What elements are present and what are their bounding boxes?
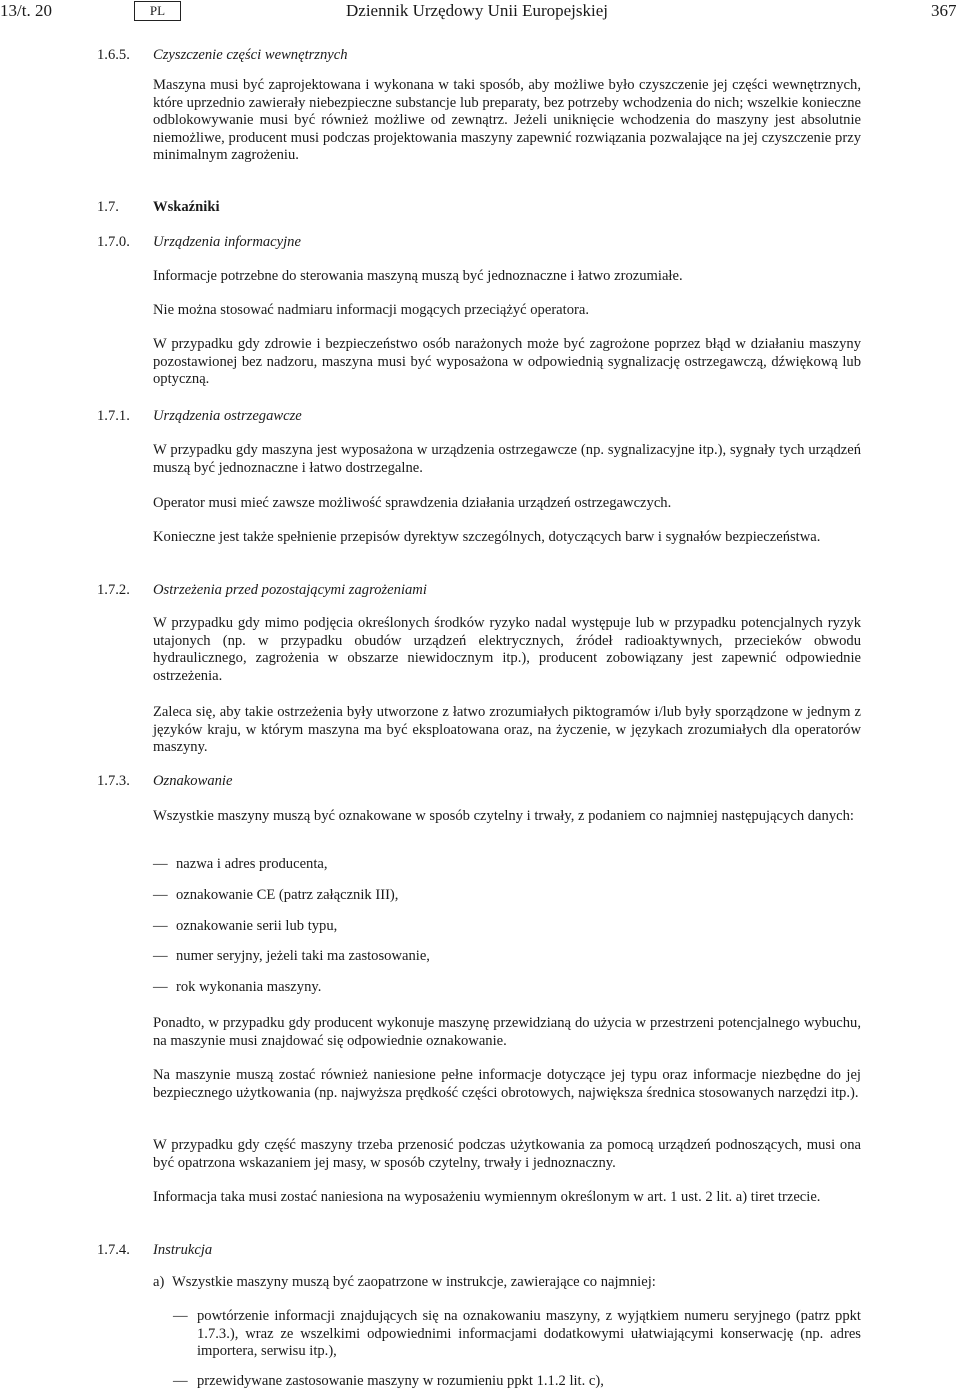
list-item-text: rok wykonania maszyny.: [176, 979, 322, 995]
paragraph: Maszyna musi być zaprojektowana i wykonana w taki sposób, aby możliwe było czyszczenie jej części wewnętrznych, które uprzednio zawierały niebezpieczne substancje lub preparaty, bez potrzeby wchodzenia do nich; wszelkie konieczne odblokowywanie musi być również możliwe od zewnątrz. Jeżeli uniknięcie wchodzenia do maszyny jest absolutnie niemożliwe, producent musi podczas projektowania maszyny zapewnić rozwiązania pozwalające na jej czyszczenie przy minimalnym zagrożeniu.: [153, 77, 861, 163]
section-title: Urządzenia ostrzegawcze: [153, 408, 302, 424]
paragraph: Na maszynie muszą zostać również naniesione pełne informacje dotyczące jej typu oraz informacje niezbędne do jej bezpiecznego użytkowania (np. najwyższa prędkość części obrotowych, największa średnica stosowanych narzędzi itp.).: [153, 1067, 861, 1101]
paragraph: W przypadku gdy część maszyny trzeba przenosić podczas użytkowania za pomocą urządzeń podnoszących, musi ona być opatrzona wskazaniem jej masy, w sposób czytelny, trwały i jednoznaczny.: [153, 1137, 861, 1171]
journal-title: Dziennik Urzędowy Unii Europejskiej: [346, 1, 609, 20]
section-title: Wskaźniki: [153, 199, 220, 215]
list-item-text: przewidywane zastosowanie maszyny w rozumieniu ppkt 1.1.2 lit. c),: [197, 1373, 604, 1389]
section-number: 1.7.2.: [97, 582, 130, 598]
paragraph: Wszystkie maszyny muszą być oznakowane w sposób czytelny i trwały, z podaniem co najmniej następujących danych:: [153, 808, 854, 824]
section-number: 1.7.: [97, 199, 119, 215]
paragraph: Operator musi mieć zawsze możliwość sprawdzenia działania urządzeń ostrzegawczych.: [153, 495, 672, 511]
paragraph: Informacje potrzebne do sterowania maszyną muszą być jednoznaczne i łatwo zrozumiałe.: [153, 268, 683, 284]
dash-marker: —: [153, 856, 168, 872]
paragraph: Zaleca się, aby takie ostrzeżenia były utworzone z łatwo zrozumiałych piktogramów i/lub były sporządzone w jednym z języków kraju, w którym maszyna ma być eksploatowana oraz, na życzenie, w językach zrozumiałych dla operatorów maszyny.: [153, 704, 861, 755]
list-item-text: powtórzenie informacji znajdujących się na oznakowaniu maszyny, z wyjątkiem numeru seryjnego (patrz ppkt 1.7.3.), wraz ze wszelkimi odpowiednimi informacjami dodatkowymi ułatwiającymi konserwację (np. adres importera, serwisu itp.),: [197, 1308, 861, 1359]
section-title: Instrukcja: [153, 1242, 213, 1258]
paragraph: W przypadku gdy maszyna jest wyposażona w urządzenia ostrzegawcze (np. sygnalizacyjne itp.), sygnały tych urządzeń muszą być jednoznaczne i łatwo dostrzegalne.: [153, 442, 861, 476]
dash-marker: —: [173, 1308, 188, 1324]
dash-marker: —: [153, 979, 168, 995]
dash-marker: —: [153, 918, 168, 934]
list-item-text: numer seryjny, jeżeli taki ma zastosowanie,: [176, 948, 430, 964]
paragraph: Nie można stosować nadmiaru informacji mogących przeciążyć operatora.: [153, 302, 589, 318]
paragraph: Konieczne jest także spełnienie przepisów dyrektyw szczególnych, dotyczących barw i sygnałów bezpieczeństwa.: [153, 529, 821, 545]
section-title: Ostrzeżenia przed pozostającymi zagrożeniami: [153, 582, 427, 598]
paragraph: Informacja taka musi zostać naniesiona na wyposażeniu wymiennym określonym w art. 1 ust. 2 lit. a) tiret trzecie.: [153, 1189, 821, 1205]
issue-number: 13/t. 20: [0, 1, 52, 20]
dash-marker: —: [173, 1373, 188, 1389]
dash-marker: —: [153, 948, 168, 964]
section-number: 1.7.3.: [97, 773, 130, 789]
page-number: 367: [931, 1, 957, 20]
list-item-text: oznakowanie serii lub typu,: [176, 918, 338, 934]
section-number: 1.7.4.: [97, 1242, 130, 1258]
paragraph: W przypadku gdy mimo podjęcia określonych środków ryzyko nadal występuje lub w przypadku potencjalnych ryzyk utajonych (np. w przypadku obudów urządzeń elektrycznych, źródeł radioaktywnych, przecieków obwodu hydraulicznego, zagrożenia w obszarze niewidocznym itp.), producent zobowiązany jest zapewnić odpowiednie ostrzeżenia.: [153, 615, 861, 684]
list-item-text: nazwa i adres producenta,: [176, 856, 328, 872]
section-title: Oznakowanie: [153, 773, 233, 789]
list-item-text: oznakowanie CE (patrz załącznik III),: [176, 887, 399, 903]
section-number: 1.7.0.: [97, 234, 130, 250]
section-title: Urządzenia informacyjne: [153, 234, 301, 250]
point-label: a): [153, 1274, 165, 1290]
paragraph: Ponadto, w przypadku gdy producent wykonuje maszynę przewidzianą do użycia w przestrzeni potencjalnego wybuchu, na maszynie musi znajdować się odpowiednie oznakowanie.: [153, 1015, 861, 1049]
section-number: 1.7.1.: [97, 408, 130, 424]
section-number: 1.6.5.: [97, 47, 130, 63]
paragraph: W przypadku gdy zdrowie i bezpieczeństwo osób narażonych może być zagrożone poprzez błąd w działaniu maszyny pozostawionej bez nadzoru, maszyna musi być wyposażona w odpowiednią sygnalizację ostrzegawczą, dźwiękową lub optyczną.: [153, 336, 861, 387]
point-text: Wszystkie maszyny muszą być zaopatrzone w instrukcje, zawierające co najmniej:: [172, 1274, 656, 1290]
dash-marker: —: [153, 887, 168, 903]
language-badge: PL: [134, 1, 181, 21]
section-title: Czyszczenie części wewnętrznych: [153, 47, 348, 63]
